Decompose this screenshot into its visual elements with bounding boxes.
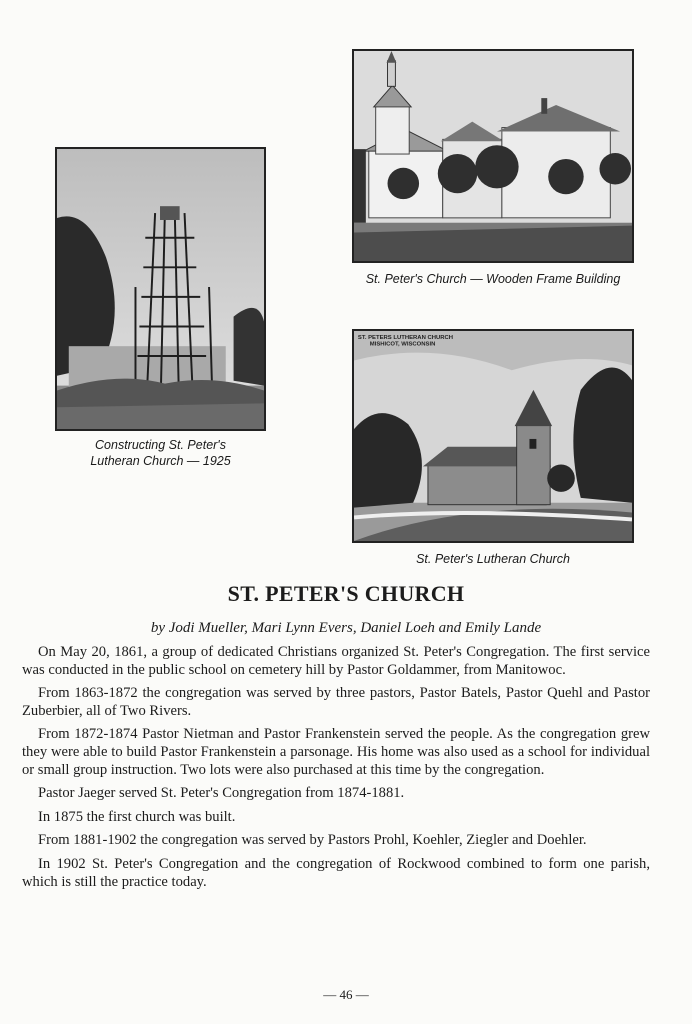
construction-caption-line2: Lutheran Church — 1925: [90, 454, 231, 468]
postcard-label-line1: ST. PETERS LUTHERAN CHURCH: [357, 334, 454, 341]
paragraph: From 1872-1874 Pastor Nietman and Pastor Frankenstein served the people. As the congregation grew they were able to build Pastor Frankenstein a parsonage. His home was also used as a school for individual or small group instruction. Two lots were also purchased at this time by the congregation.: [22, 726, 650, 778]
lutheran-church-caption: St. Peter's Lutheran Church: [416, 552, 570, 566]
page-number: — 46 —: [323, 987, 369, 1002]
paragraph: In 1902 St. Peter's Congregation and the congregation of Rockwood combined to form one parish, which is still the practice today.: [22, 855, 650, 890]
article-title: ST. PETER'S CHURCH: [227, 581, 465, 606]
paragraph: In 1875 the first church was built.: [38, 808, 236, 825]
paragraph: On May 20, 1861, a group of dedicated Christians organized St. Peter's Congregation. The first service was conducted in the public school on cemetery hill by Pastor Goldammer, from Manitowoc.: [22, 644, 650, 678]
wooden-church-caption: St. Peter's Church — Wooden Frame Building: [365, 272, 621, 286]
wooden-church-photo: [352, 49, 634, 263]
article-byline: by Jodi Mueller, Mari Lynn Evers, Daniel Loeh and Emily Lande: [150, 620, 542, 636]
article-body: [22, 644, 650, 897]
paragraph: From 1863-1872 the congregation was served by three pastors, Pastor Batels, Pastor Quehl and Pastor Zuberbier, all of Two Rivers.: [22, 685, 650, 719]
paragraph: From 1881-1902 the congregation was served by Pastors Prohl, Koehler, Ziegler and Doehler.: [38, 832, 587, 849]
construction-photo: [55, 147, 266, 431]
lutheran-church-photo: [352, 329, 634, 543]
paragraph: Pastor Jaeger served St. Peter's Congregation from 1874-1881.: [38, 785, 405, 802]
construction-caption: [55, 437, 266, 469]
postcard-label-line2: MISHICOT, WISCONSIN: [369, 341, 436, 348]
construction-caption-line1: Constructing St. Peter's: [95, 438, 226, 452]
